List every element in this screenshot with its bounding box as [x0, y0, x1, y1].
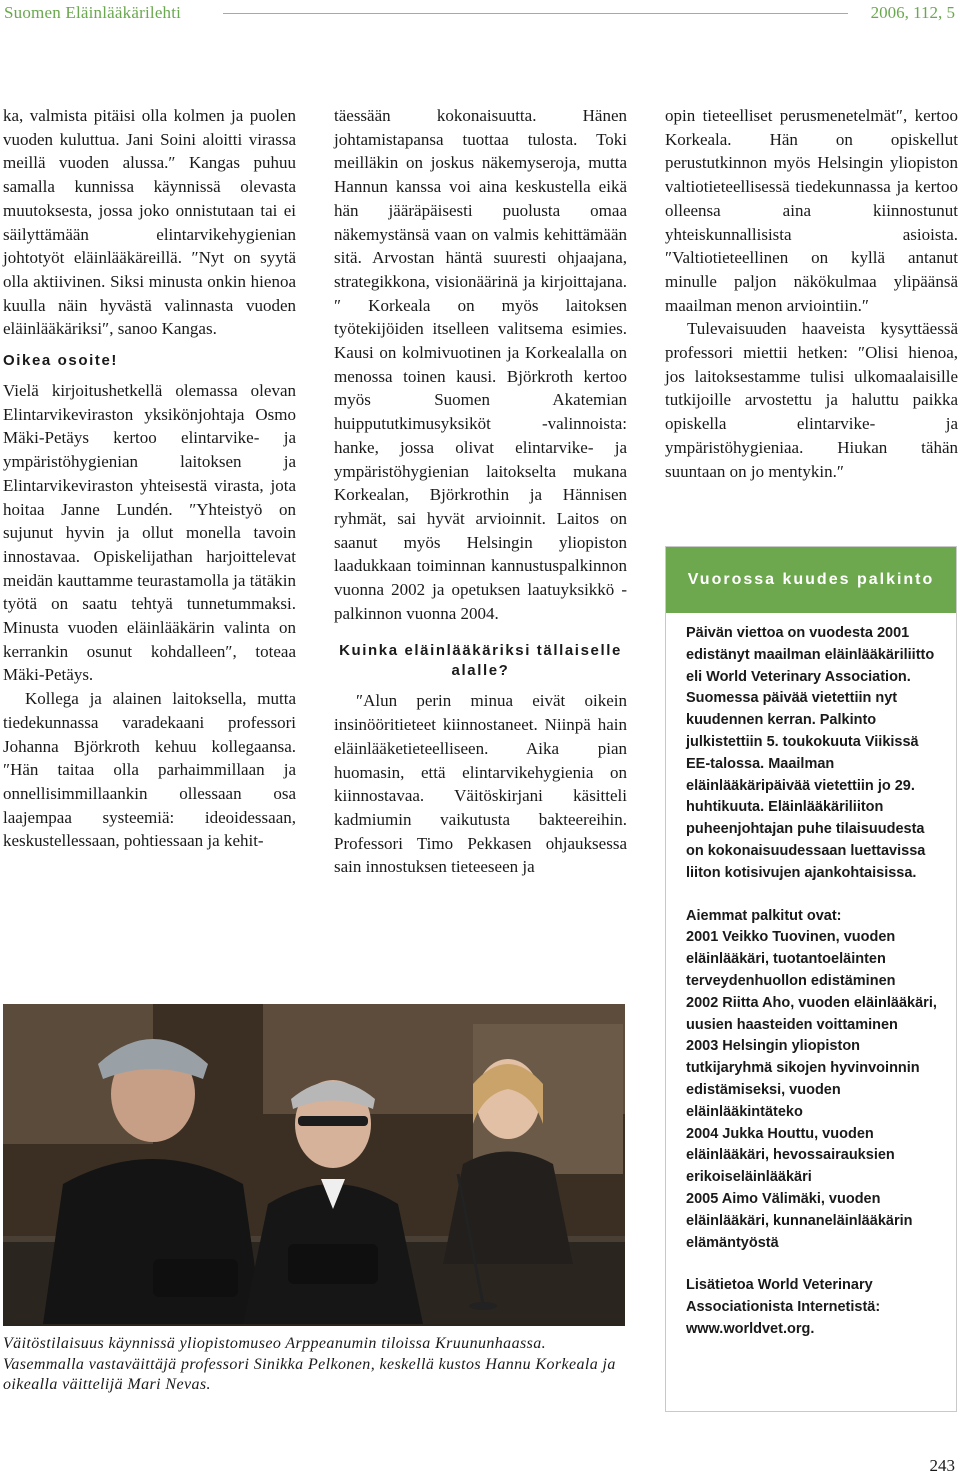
ceremony-photo [3, 1004, 625, 1326]
text-column-3 [665, 104, 958, 483]
paragraph: Kollega ja alainen laitoksella, mutta tiedekunnassa varadekaani professori Johanna Björkroth kehuu kollegaansa. ″Hän taitaa olla parhaimmillaan ja onnellisimmillaankin ollessaan osa laajempaa systeemiä: ideoidessaan, keskustellessaan, pohtiessaan ja kehit- [3, 689, 296, 851]
paragraph: ″Alun perin minua eivät oikein insinööritieteet kiinnostaneet. Niinpä hain eläinlääketieteelliseen. Aika pian huomasin, että elintarvikehygienia on kiinnostavaa. Väitöskirjani käsitteli kadmiumin vaikutusta bakteereihin. Professori Timo Pekkasen ohjauksessa sain innostuksen tieteeseen ja [334, 691, 627, 877]
sidebar-intro: Päivän viettoa on vuodesta 2001 edistänyt maailman eläinlääkäriliitto eli World Veterinary Association. Suomessa päivää vietettiin nyt kuudennen kerran. Palkinto julkistettiin 5. toukokuuta Viikissä EE-talossa. Maailman eläinlääkäripäivää vietettiin jo 29. huhtikuuta. Eläinlääkäriliiton puheenjohtajan puhe tilaisuudesta on kokonaisuudessaan luettavissa liiton kotisivujen ajankohtaisissa. [686, 625, 935, 881]
paragraph: täessään kokonaisuutta. Hänen johtamistapansa tuottaa tulosta. Toki meilläkin on joskus näkemyseroja, mutta Hannun kanssa voi aina keskustella eikä hän jääräpäisesti puolusta omaa näkemystänsä vaan on valmis kehittämään sitä. Arvostan häntä suuresti ohjaajana, strategikkona, visionäärinä ja kirjoittajana.″ Korkeala on myös laitoksen työtekijöiden itselleen valitsema esimies. Kausi on kolmivuotinen ja Korkealalla on menossa toinen kausi. Björkroth kertoo myös Suomen Akatemian huippututkimusyksiköt -valinnoista: hanke, jossa olivat elintarvike- ja ympäristöhygienian laitokselta mukana Korkealan, Björkrothin ja Hännisen ryhmät, sai hyvät arvioinnit. Laitos on saanut myös Helsingin yliopiston laadukkaan toiminnan kannustuspalkinnon vuonna 2002 ja opetuksen laatuyksikkö -palkinnon vuonna 2004. [334, 106, 627, 623]
sidebar-body [666, 613, 956, 1341]
photo-caption: Väitöstilaisuus käynnissä yliopistomuseo Arppeanumin tiloissa Kruununhaassa. Vasemmalla vastaväittäjä professori Sinikka Pelkonen, keskellä kustos Hannu Korkeala ja oikealla väittelijä Mari Nevas. [3, 1335, 616, 1393]
award-item: 2005 Aimo Välimäki, vuoden eläinlääkäri, kunnaneläinlääkärin elämäntyöstä [686, 1190, 913, 1251]
award-item: 2004 Jukka Houttu, vuoden eläinlääkäri, hevossairauksien erikoiseläinlääkäri [686, 1125, 895, 1186]
issue-info: 2006, 112, 5 [870, 3, 955, 22]
paragraph: ka, valmista pitäisi olla kolmen ja puolen vuoden kuluttua. Jani Soini aloitti virassa meillä vuoden alussa.″ Kangas puhuu samalla kunnissa käynnissä olevasta muutoksesta, jossa joko onnistutaan tai ei säilyttämään elintarvikehygienian johtotyöt eläinlääkäreillä. ″Nyt on syytä olla aktiivinen. Siksi minusta onkin hienoa kuulla näin hyvästä valinnasta vuoden eläinlääkäriksi″, sanoo Kangas. [3, 106, 296, 339]
page-number: 243 [929, 1456, 955, 1475]
award-item: 2003 Helsingin yliopiston tutkijaryhmä sikojen hyvinvoinnin edistämiseksi, vuoden eläinlääkintäteko [686, 1038, 920, 1120]
sidebar-box [665, 546, 957, 1412]
text-column-2 [334, 104, 627, 879]
paragraph: Tulevaisuuden haaveista kysyttäessä professori miettii hetken: ″Olisi hienoa, jos laitoksestamme tulisi ulkomaalaisille tutkijoille arvostettu ja haluttu paikka opiskella elintarvike- ja ympäristöhygieniaa. Hiukan tähän suuntaan on jo mentykin.″ [665, 319, 958, 481]
sidebar-title: Vuorossa kuudes palkinto [666, 547, 956, 613]
more-info: Lisätietoa World Veterinary Associationista Internetistä: www.worldvet.org. [686, 1277, 881, 1337]
paragraph: Vielä kirjoitushetkellä olemassa olevan Elintarvikeviraston yksikönjohtaja Osmo Mäki-Petäys kertoo elintarvike- ja ympäristöhygienian laitoksen ja Elintarvikeviraston yhteisestä virasta, jota hoitaa Janne Lundén. ″Yhteistyö on sujunut hyvin ja ollut monella tavoin innostavaa. Opiskelijathan harjoittelevat meidän kauttamme teurastamolla ja tätäkin työtä on saatu tehtyä tunnetummaksi. Minusta vuoden eläinlääkärin valinta on kerrankin osunut kohdalleen″, toteaa Mäki-Petäys. [3, 381, 296, 685]
section-heading: Kuinka eläinlääkäriksi tällaiselle alalle? [339, 642, 622, 680]
page-header [0, 0, 960, 30]
journal-title: Suomen Eläinlääkärilehti [4, 3, 182, 22]
section-heading: Oikea osoite! [3, 352, 118, 370]
header-rule [223, 13, 848, 14]
photo-illustration [3, 1004, 625, 1326]
text-column-1 [3, 104, 296, 853]
awards-label: Aiemmat palkitut ovat: [686, 907, 842, 924]
paragraph: opin tieteelliset perusmenetelmät″, kertoo Korkeala. Hän on opiskellut perustutkinnon myös Helsingin yliopiston valtiotieteellisessä tiedekunnassa ja kertoo olleensa aina kiinnostunut yhteiskunnallisista asioista. ″Valtiotieteellinen on kyllä antanut minulle paljon näkökulmaa ylipäänsä maailman menon arviointiin.″ [665, 106, 958, 315]
award-item: 2001 Veikko Tuovinen, vuoden eläinlääkäri, tuotantoeläinten terveydenhuollon edistäminen [686, 929, 896, 989]
award-item: 2002 Riitta Aho, vuoden eläinlääkäri, uusien haasteiden voittaminen [686, 994, 937, 1033]
